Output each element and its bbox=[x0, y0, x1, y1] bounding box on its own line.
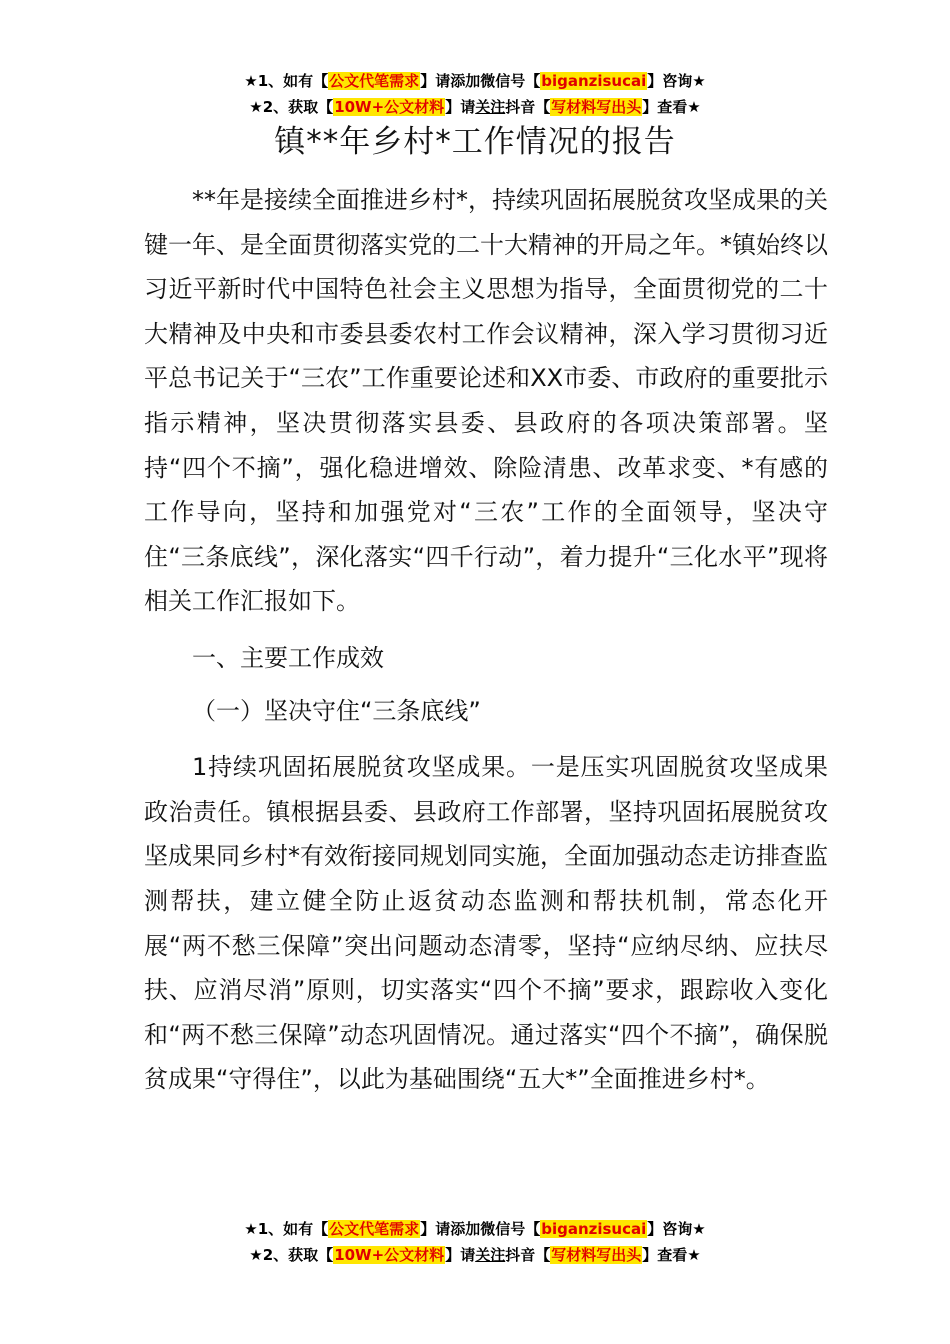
section-heading-1: 一、主要工作成效 bbox=[192, 643, 384, 672]
promo-banner-bottom bbox=[0, 1216, 950, 1268]
document-body bbox=[144, 178, 828, 1102]
highlight-materials: 10W+公文材料 bbox=[334, 1246, 445, 1264]
document-title: 镇**年乡村*工作情况的报告 bbox=[274, 124, 676, 160]
promo-line-2: ★2、获取【10W+公文材料】请关注抖音【写材料写出头】查看★ bbox=[249, 98, 701, 116]
body-paragraph-1: 1持续巩固拓展脱贫攻坚成果。一是压实巩固脱贫攻坚成果政治责任。镇根据县委、县政府工作部署，坚持巩固拓展脱贫攻坚成果同乡村*有效衔接同规划同实施，全面加强动态走访排查监测帮扶，建立健全防止返贫动态监测和帮扶机制，常态化开展“两不愁三保障”突出问题动态清零，坚持“应纳尽纳、应扶尽扶、应消尽消”原则，切实落实“四个不摘”要求，跟踪收入变化和“两不愁三保障”动态巩固情况。通过落实“四个不摘”，确保脱贫成果“守得住”，以此为基础围绕“五大*”全面推进乡村*。 bbox=[144, 753, 828, 1094]
promo-line-1: ★1、如有【公文代笔需求】请添加微信号【biganzisucai】咨询★ bbox=[244, 72, 706, 90]
promo-line-2: ★2、获取【10W+公文材料】请关注抖音【写材料写出头】查看★ bbox=[249, 1246, 701, 1264]
highlight-wechat-id: biganzisucai bbox=[541, 72, 647, 90]
highlight-wechat-id: biganzisucai bbox=[541, 1220, 647, 1238]
highlight-ghostwriting: 公文代笔需求 bbox=[329, 1220, 420, 1238]
promo-line-1: ★1、如有【公文代笔需求】请添加微信号【biganzisucai】咨询★ bbox=[244, 1220, 706, 1238]
highlight-ghostwriting: 公文代笔需求 bbox=[329, 72, 420, 90]
follow-underlined: 关注 bbox=[475, 1246, 506, 1264]
highlight-douyin-account: 写材料写出头 bbox=[551, 98, 642, 116]
intro-paragraph: **年是接续全面推进乡村*，持续巩固拓展脱贫攻坚成果的关键一年、是全面贯彻落实党的二十大精神的开局之年。*镇始终以习近平新时代中国特色社会主义思想为指导，全面贯彻党的二十大精神及中央和市委县委农村工作会议精神，深入学习贯彻习近平总书记关于“三农”工作重要论述和XX市委、市政府的重要批示指示精神，坚决贯彻落实县委、县政府的各项决策部署。坚持“四个不摘”，强化稳进增效、除险清患、改革求变、*有感的工作导向，坚持和加强党对“三农”工作的全面领导，坚决守住“三条底线”，深化落实“四千行动”，着力提升“三化水平”现将相关工作汇报如下。 bbox=[144, 186, 828, 616]
highlight-materials: 10W+公文材料 bbox=[334, 98, 445, 116]
follow-underlined: 关注 bbox=[475, 98, 506, 116]
promo-banner-top bbox=[0, 68, 950, 120]
subsection-heading-1: （一）坚决守住“三条底线” bbox=[192, 696, 481, 725]
highlight-douyin-account: 写材料写出头 bbox=[551, 1246, 642, 1264]
